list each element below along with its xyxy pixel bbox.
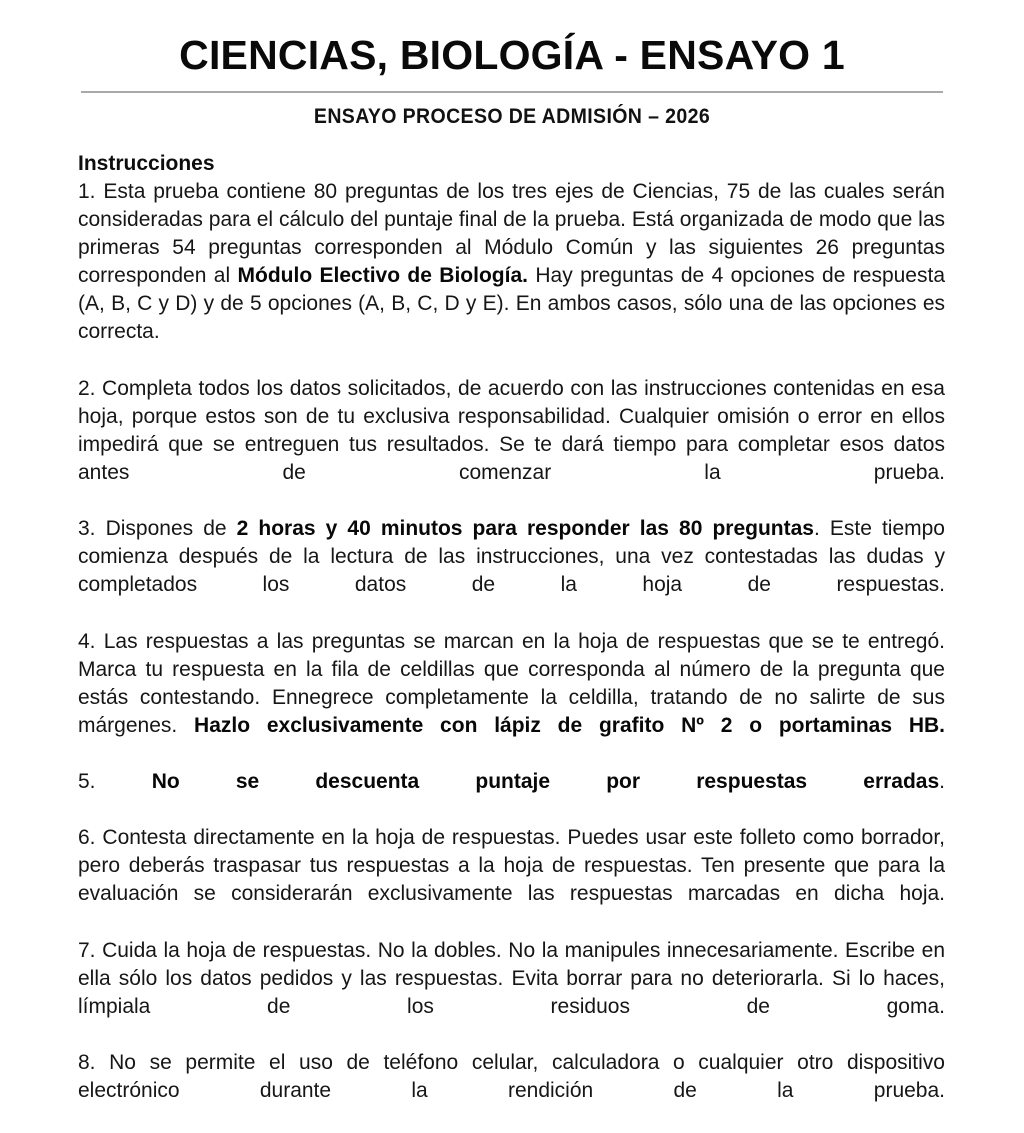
instruction-item <box>78 768 945 824</box>
emphasis-text: Hazlo exclusivamente con lápiz de grafito Nº 2 o portaminas HB. <box>194 713 945 737</box>
instructions-list <box>78 178 945 1133</box>
body-text: . <box>939 769 945 793</box>
instruction-item <box>78 824 945 936</box>
instruction-item <box>78 375 945 515</box>
instructions-heading: Instrucciones <box>78 152 215 175</box>
emphasis-text: Módulo Electivo de Biología. <box>237 264 528 288</box>
body-text: 3. Dispones de <box>78 517 237 541</box>
instruction-item <box>78 1049 945 1133</box>
instruction-item <box>78 515 945 627</box>
emphasis-text: 2 horas y 40 minutos para responder las 80 preguntas <box>236 517 814 541</box>
body-text: 6. Contesta directamente en la hoja de respuestas. Puedes usar este folleto como borrador, pero deberás traspasar tus respuestas a la hoja de respuestas. Ten presente que para la evaluación se considerarán exclusivamente las respuestas marcadas en dicha hoja. <box>78 826 945 906</box>
document-subtitle: ENSAYO PROCESO DE ADMISIÓN – 2026 <box>313 105 711 128</box>
body-text: 8. No se permite el uso de teléfono celular, calculadora o cualquier otro dispositivo electrónico durante la rendición de la prueba. <box>78 1050 945 1102</box>
body-text: 2. Completa todos los datos solicitados, de acuerdo con las instrucciones contenidas en esa hoja, porque estos son de tu exclusiva responsabilidad. Cualquier omisión o error en ellos impedirá que se entreguen tus resultados. Se te dará tiempo para completar esos datos antes de comenzar la prueba. <box>78 376 945 484</box>
emphasis-text: No se descuenta puntaje por respuestas erradas <box>151 769 940 793</box>
body-text: 1. Esta prueba contiene 80 preguntas de los tres ejes de Ciencias, 75 de las cuales serán consideradas para el cálculo del puntaje final de la prueba. Está organizada de modo que las primeras 54 preguntas corresponden al Módulo Común y las siguientes 26 preguntas corresponden al <box>78 180 945 288</box>
instructions-section <box>78 150 945 1133</box>
body-text: 4. Las respuestas a las preguntas se marcan en la hoja de respuestas que se te entregó. Marca tu respuesta en la fila de celdillas que corresponda al número de la pregunta que estás contestando. Ennegrece completamente la celdilla, tratando de no salirte de sus márgenes. <box>78 629 945 737</box>
page-title: CIENCIAS, BIOLOGÍA - ENSAYO 1 <box>179 32 845 78</box>
body-text: . Este tiempo comienza después de la lectura de las instrucciones, una vez contestadas las dudas y completados los datos de la hoja de respuestas. <box>78 517 945 597</box>
body-text: 5. <box>78 769 152 793</box>
body-text: 7. Cuida la hoja de respuestas. No la dobles. No la manipules innecesariamente. Escribe en ella sólo los datos pedidos y las respuestas. Evita borrar para no deteriorarla. Si lo haces, límpiala de los residuos de goma. <box>78 938 945 1018</box>
instruction-item <box>78 178 945 375</box>
instruction-item <box>78 628 945 768</box>
body-text: Hay preguntas de 4 opciones de respuesta (A, B, C y D) y de 5 opciones (A, B, C, D y E). En ambos casos, sólo una de las opciones es correcta. <box>78 264 946 344</box>
instruction-item <box>78 937 945 1049</box>
